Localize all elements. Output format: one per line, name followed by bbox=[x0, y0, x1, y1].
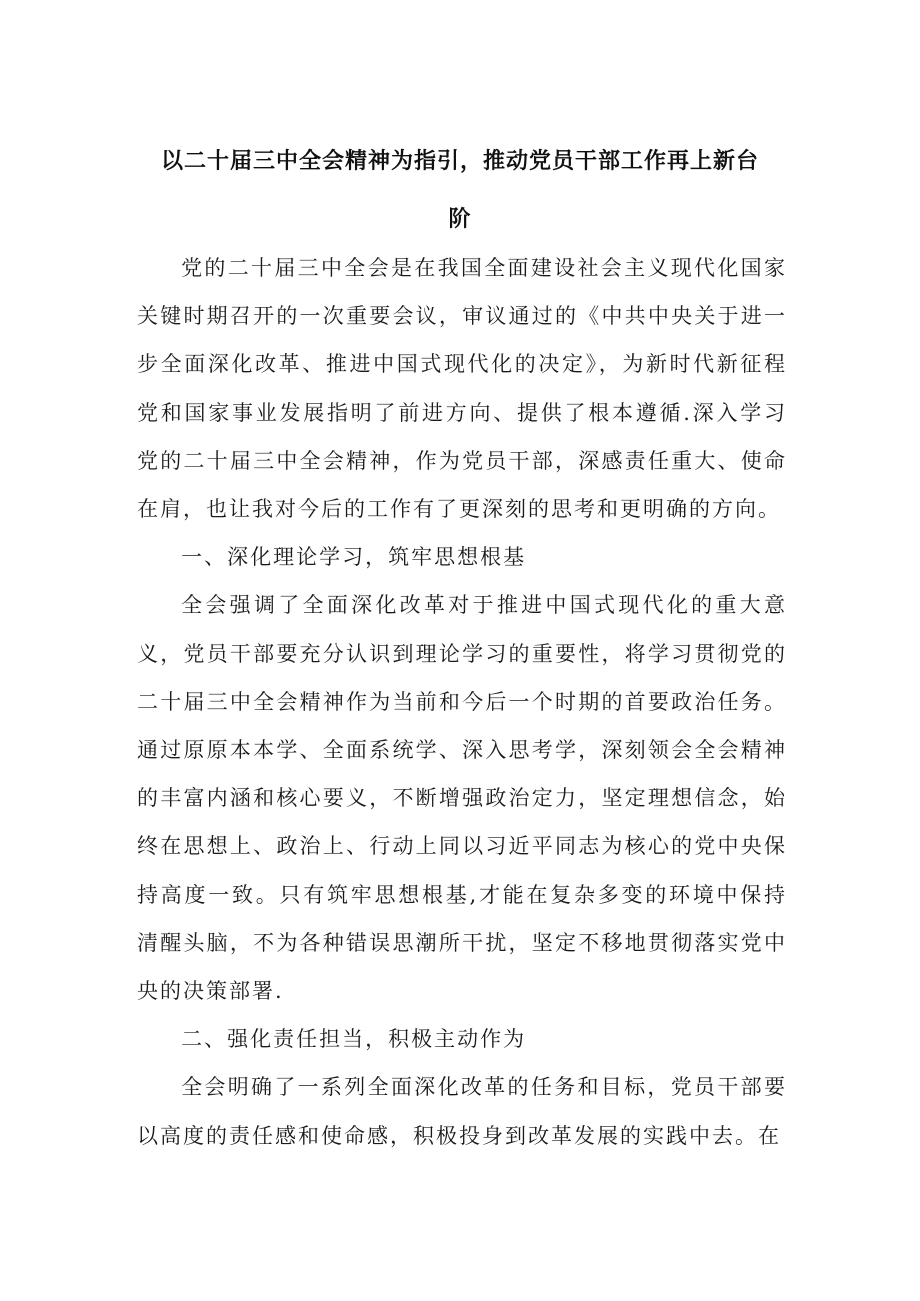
document-title-line-2: 阶 bbox=[448, 207, 472, 232]
document-title-line-1: 以二十届三中全会精神为指引，推动党员干部工作再上新台 bbox=[160, 149, 759, 174]
paragraph-section-2: 全会明确了一系列全面深化改革的任务和目标，党员干部要以高度的责任感和使命感，积极投身到改革发展的实践中去。在 bbox=[137, 1075, 787, 1148]
document-body bbox=[137, 244, 787, 1160]
paragraph-section-1: 全会强调了全面深化改革对于推进中国式现代化的重大意义，党员干部要充分认识到理论学习的重要性，将学习贯彻党的二十届三中全会精神作为当前和今后一个时期的首要政治任务。通过原原本本学、全面系统学、深入思考学，深刻领会全会精神的丰富内涵和核心要义，不断增强政治定力，坚定理想信念，始终在思想上、政治上、行动上同以习近平同志为核心的党中央保持高度一致。只有筑牢思想根基,才能在复杂多变的环境中保持清醒头脑，不为各种错误思潮所干扰，坚定不移地贯彻落实党中央的决策部署. bbox=[137, 593, 787, 1004]
paragraph-intro: 党的二十届三中全会是在我国全面建设社会主义现代化国家关键时期召开的一次重要会议，审议通过的《中共中央关于进一步全面深化改革、推进中国式现代化的决定》，为新时代新征程党和国家事业发展指明了前进方向、提供了根本遵循.深入学习党的二十届三中全会精神，作为党员干部，深感责任重大、使命在肩，也让我对今后的工作有了更深刻的思考和更明确的方向。 bbox=[137, 256, 787, 522]
section-heading-2: 二、强化责任担当，积极主动作为 bbox=[181, 1027, 527, 1052]
section-heading-1: 一、深化理论学习，筑牢思想根基 bbox=[181, 545, 527, 570]
